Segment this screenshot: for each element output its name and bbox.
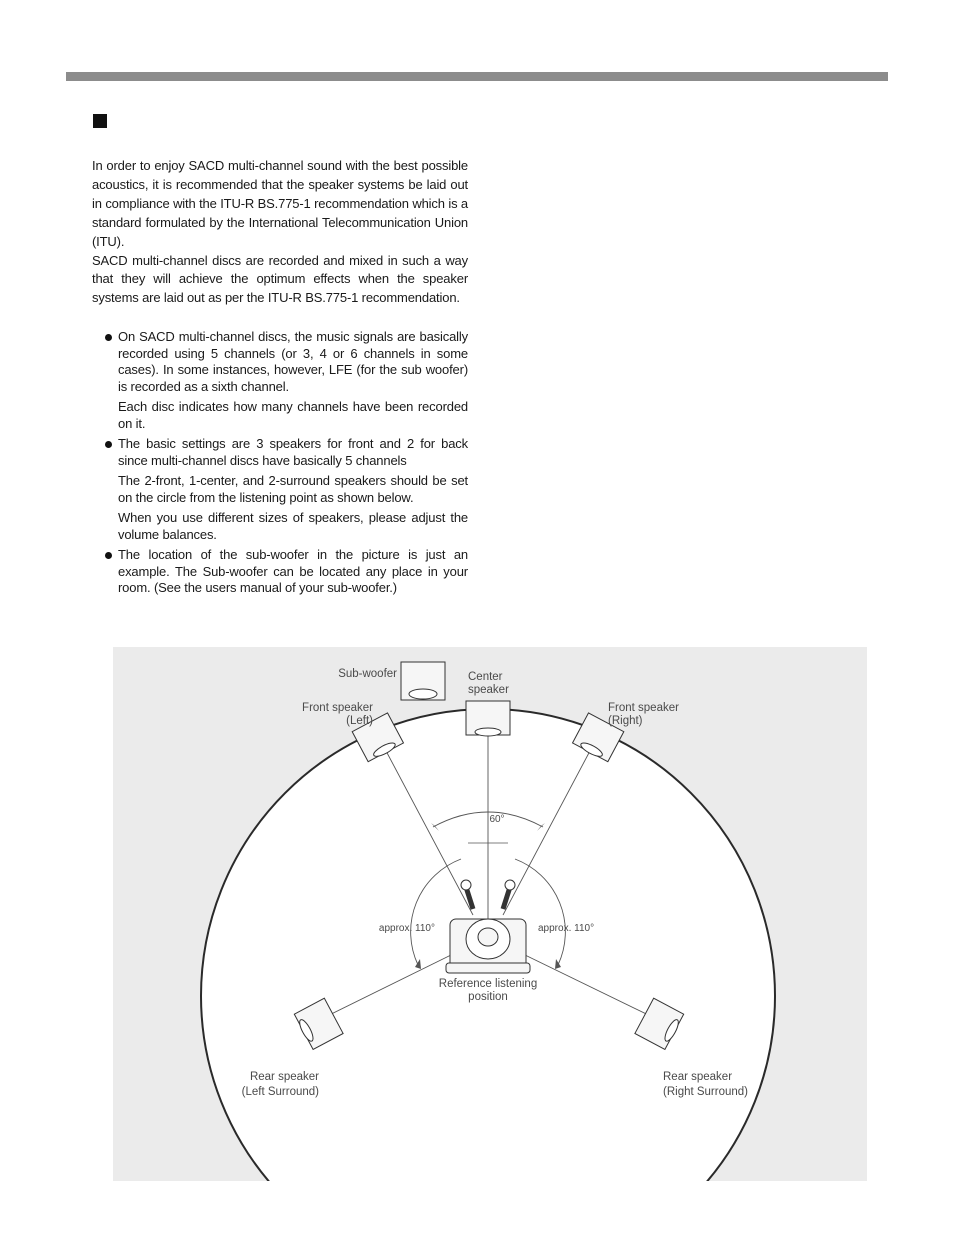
center-speaker-label: Center — [468, 671, 503, 683]
angle-110-left-label: approx. 110° — [378, 923, 435, 934]
reference-position-label: position — [468, 991, 508, 1003]
rear-right-label: (Right Surround) — [663, 1086, 749, 1098]
bullet-text: The basic settings are 3 speakers for front and 2 for back since multi-channel discs have basically 5 channels — [118, 436, 468, 468]
intro-paragraph-1: In order to enjoy SACD multi-channel sound with the best possible acoustics, it is recommended that the speaker systems be laid out in compliance with the ITU-R BS.775-1 recommendation which is a standard formulated by the International Telecommunication Union (ITU). — [92, 158, 468, 249]
bullet-item-basic-settings — [92, 436, 468, 543]
rear-right-label: Rear speaker — [663, 1071, 733, 1083]
rear-left-label: Rear speaker — [249, 1071, 319, 1083]
bullet-item-channels — [92, 329, 468, 432]
bullet-subtext: When you use different sizes of speakers, please adjust the volume balances. — [118, 510, 468, 542]
speaker-layout-diagram — [113, 647, 867, 1181]
bullet-subtext: The 2-front, 1-center, and 2-surround speakers should be set on the circle from the listening point as shown below. — [118, 473, 468, 505]
angle-60-label: 60° — [489, 814, 505, 825]
speaker-layout-svg — [113, 647, 867, 1181]
body-text — [92, 157, 468, 613]
section-marker-square — [93, 114, 107, 128]
bullet-item-subwoofer — [92, 547, 468, 597]
front-left-label: Front speaker — [302, 702, 373, 714]
bullet-subtext: Each disc indicates how many channels have been recorded on it. — [118, 399, 468, 431]
bullet-list — [92, 329, 468, 597]
bullet-dot-icon — [105, 552, 112, 559]
bullet-dot-icon — [105, 441, 112, 448]
reference-position-label: Reference listening — [438, 978, 538, 990]
intro-paragraph-2: SACD multi-channel discs are recorded and mixed in such a way that they will achieve the optimum effects when the speaker systems are laid out as per the ITU-R BS.775-1 recommendation. — [92, 252, 468, 306]
subwoofer-icon — [401, 662, 445, 700]
center-speaker-label: speaker — [468, 684, 509, 696]
rear-left-label: (Left Surround) — [241, 1086, 319, 1098]
bullet-dot-icon — [105, 334, 112, 341]
front-right-label: (Right) — [608, 715, 643, 727]
bullet-text: The location of the sub-woofer in the picture is just an example. The Sub-woofer can be located any place in your room. (See the users manual of your sub-woofer.) — [118, 547, 468, 596]
center-speaker-icon — [466, 701, 510, 736]
subwoofer-label: Sub-woofer — [338, 668, 397, 680]
front-left-label: (Left) — [346, 715, 373, 727]
bullet-text: On SACD multi-channel discs, the music signals are basically recorded using 5 channels (or 3, 4 or 6 channels in some cases). In some instances, however, LFE (for the sub woofer) is recorded as a sixth channel. — [118, 329, 468, 394]
angle-110-right-label: approx. 110° — [538, 923, 595, 934]
header-rule — [66, 72, 888, 81]
front-right-label: Front speaker — [608, 702, 679, 714]
